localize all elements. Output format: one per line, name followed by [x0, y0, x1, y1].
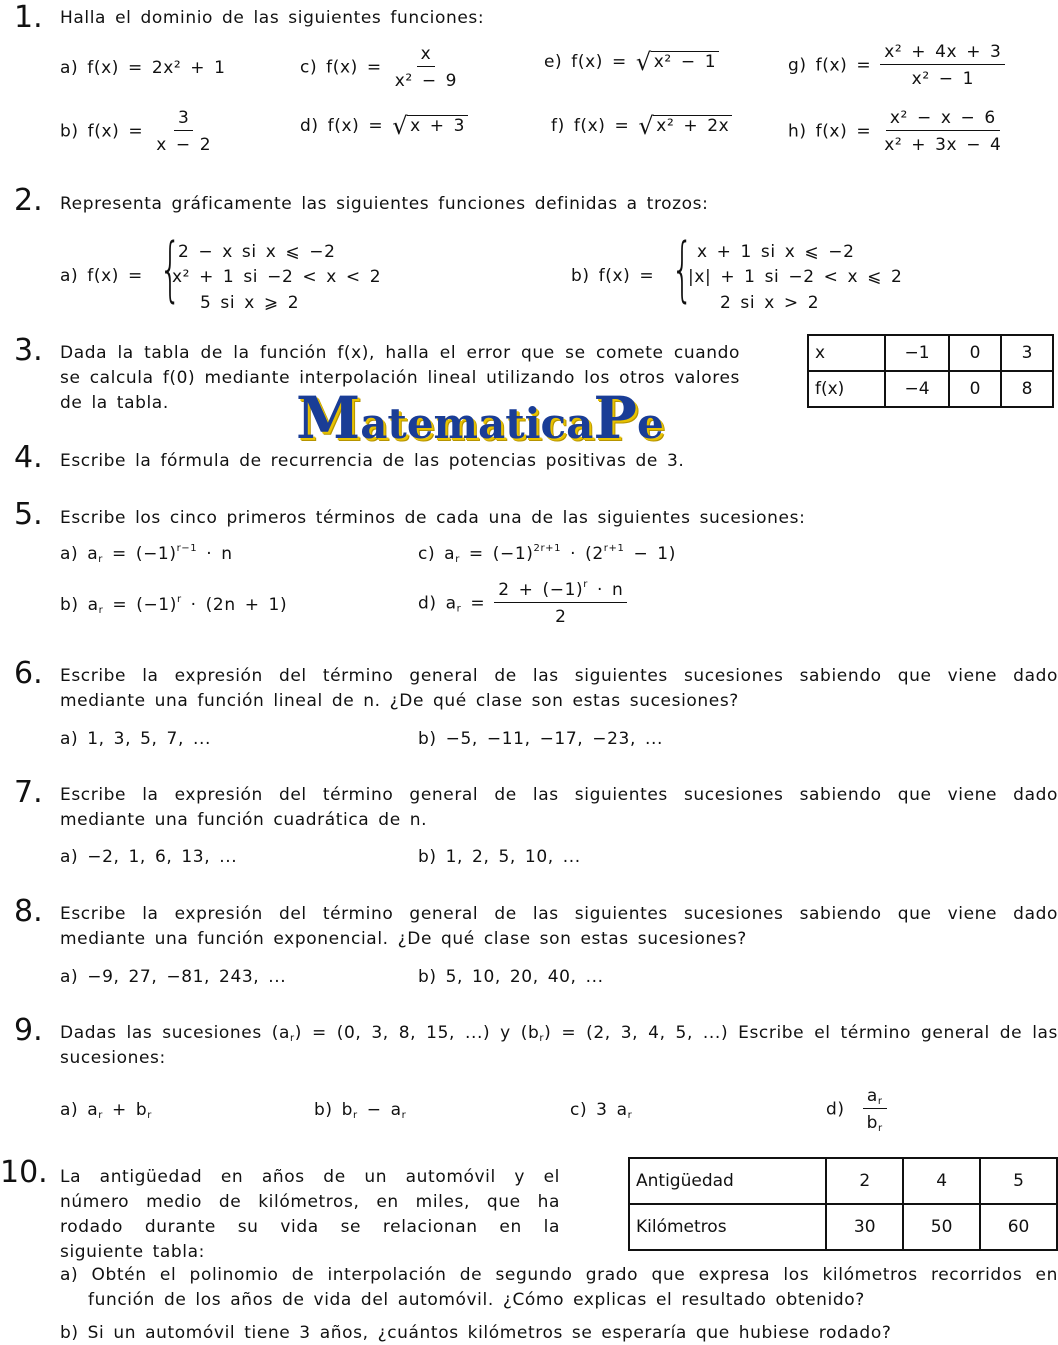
watermark-logo: MatematicaPe	[296, 384, 664, 452]
exercise-number-1: 1.	[14, 0, 43, 35]
ex7-a: a) −2, 1, 6, 13, ...	[60, 847, 238, 867]
table-cell: 60	[980, 1204, 1057, 1250]
table-cell: 30	[826, 1204, 903, 1250]
ex9-c: c) 3 $a_r$	[570, 1100, 633, 1121]
ex7-b: b) 1, 2, 5, 10, ...	[418, 847, 581, 867]
exercise-number-8: 8.	[14, 894, 43, 929]
ex2-a-label: a) f(x) =	[60, 266, 143, 286]
ex8-b: b) 5, 10, 20, 40, ...	[418, 967, 604, 987]
table-cell: 2	[826, 1158, 903, 1204]
exercise-7-statement: Escribe la expresión del término general de las siguientes sucesiones sabiendo que viene dado mediante una función cuadrática de n.	[60, 785, 1058, 830]
ex5-a: a) $a_r = (-1)^{r-1} \cdot n$	[60, 543, 233, 565]
ex1-e: e) f(x) = √ x² − 1	[544, 50, 719, 74]
table-cell: 8	[1001, 371, 1053, 407]
ex2-a-line3: 5 si x ⩾ 2	[200, 293, 300, 313]
ex6-b: b) −5, −11, −17, −23, ...	[418, 729, 663, 749]
table-cell: 0	[949, 335, 1001, 371]
ex1-d: d) f(x) = √ x + 3	[300, 114, 468, 138]
ex1-a: a) f(x) = 2x² + 1	[60, 58, 226, 78]
exercise-2-statement: Representa gráficamente las siguientes funciones definidas a trozos:	[60, 194, 709, 214]
table-cell: 0	[949, 371, 1001, 407]
exercise-4-statement: Escribe la fórmula de recurrencia de las potencias positivas de 3.	[60, 451, 685, 471]
ex2-b-label: b) f(x) =	[571, 266, 655, 286]
exercise-number-6: 6.	[14, 656, 43, 691]
table-cell: Kilómetros	[629, 1204, 826, 1250]
ex1-b: b) f(x) = $\frac{3}{x - 2}$	[60, 108, 212, 155]
table-cell: 50	[903, 1204, 980, 1250]
ex10-b: b) Si un automóvil tiene 3 años, ¿cuántos kilómetros se esperaría que hubiese rodado?	[60, 1323, 892, 1343]
ex5-c: c) $a_r = (-1)^{2r+1} \cdot (2^{r+1} - 1)$	[418, 543, 676, 565]
table-cell: −4	[885, 371, 949, 407]
exercise-number-2: 2.	[14, 183, 43, 218]
ex1-f: f) f(x) = √ x² + 2x	[551, 114, 732, 138]
exercise-number-7: 7.	[14, 775, 43, 810]
ex1-c: c) f(x) = $\frac{x}{\text{x² − 9}}$	[300, 44, 458, 91]
table-cell: Antigüedad	[629, 1158, 826, 1204]
ex2-b-line3: 2 si x > 2	[720, 293, 820, 313]
ex10-table	[628, 1157, 1058, 1251]
brace-icon: {	[159, 228, 182, 310]
table-cell: −1	[885, 335, 949, 371]
table-cell: 3	[1001, 335, 1053, 371]
exercise-3-statement: Dada la tabla de la función f(x), halla el error que se comete cuando se calcula f(0) mediante interpolación lineal utilizando los otros valores de la tabla.	[60, 343, 740, 413]
ex1-h: h) f(x) = $\frac{\text{x² − x − 6}}{\text{x² + 3x − 4}}$	[788, 108, 1002, 155]
table-cell: x	[808, 335, 885, 371]
ex2-b-line2: |x| + 1 si −2 < x ⩽ 2	[688, 267, 903, 287]
ex2-a-line1: 2 − x si x ⩽ −2	[178, 242, 336, 262]
exercise-9-statement: Dadas las sucesiones $(a_r) = (0$, 3, 8, 15, ...) y $(b_r) = (2$, 3, 4, 5, ...) Escribe el término general de las sucesiones:	[60, 1023, 1058, 1068]
exercise-10-statement: La antigüedad en años de un automóvil y el número medio de kilómetros, en miles, que ha rodado durante su vida se relacionan en la siguiente tabla:	[60, 1167, 560, 1262]
table-cell: 5	[980, 1158, 1057, 1204]
ex2-a-line2: x² + 1 si −2 < x < 2	[172, 267, 382, 287]
ex8-a: a) −9, 27, −81, 243, ...	[60, 967, 287, 987]
ex9-b: b) $b_r - a_r$	[314, 1100, 407, 1121]
ex5-b: b) $a_r = (-1)^r \cdot (2n + 1)$	[60, 594, 288, 616]
exercise-number-3: 3.	[14, 333, 43, 368]
ex9-d: d) $\frac{a_r}{b_r}$	[826, 1086, 887, 1133]
brace-icon: {	[671, 228, 694, 310]
exercise-number-10: 10.	[0, 1155, 48, 1190]
ex2-b-line1: x + 1 si x ⩽ −2	[697, 242, 855, 262]
ex3-table	[807, 334, 1054, 408]
exercise-number-4: 4.	[14, 440, 43, 475]
exercise-1-statement: Halla el dominio de las siguientes funciones:	[60, 8, 485, 28]
exercise-number-5: 5.	[14, 497, 43, 532]
ex9-a: a) $a_r + b_r$	[60, 1100, 152, 1121]
ex6-a: a) 1, 3, 5, 7, ...	[60, 729, 211, 749]
ex5-d: d) $a_r$ = $\frac{2 + (-1)^r \cdot n}{2}$	[418, 580, 627, 627]
ex10-a: a) Obtén el polinomio de interpolación de segundo grado que expresa los kilómetros recorridos en función de los años de vida del automóvil. ¿Cómo explicas el resultado obtenido?	[60, 1265, 1058, 1310]
table-cell: 4	[903, 1158, 980, 1204]
table-cell: f(x)	[808, 371, 885, 407]
exercise-number-9: 9.	[14, 1013, 43, 1048]
exercise-6-statement: Escribe la expresión del término general de las siguientes sucesiones sabiendo que viene dado mediante una función lineal de n. ¿De qué clase son estas sucesiones?	[60, 666, 1058, 711]
ex1-g: g) f(x) = $\frac{\text{x² + 4x + 3}}{\text{x² − 1}}$	[788, 42, 1005, 89]
exercise-5-statement: Escribe los cinco primeros términos de cada una de las siguientes sucesiones:	[60, 508, 806, 528]
exercise-8-statement: Escribe la expresión del término general de las siguientes sucesiones sabiendo que viene dado mediante una función exponencial. ¿De qué clase son estas sucesiones?	[60, 904, 1058, 949]
